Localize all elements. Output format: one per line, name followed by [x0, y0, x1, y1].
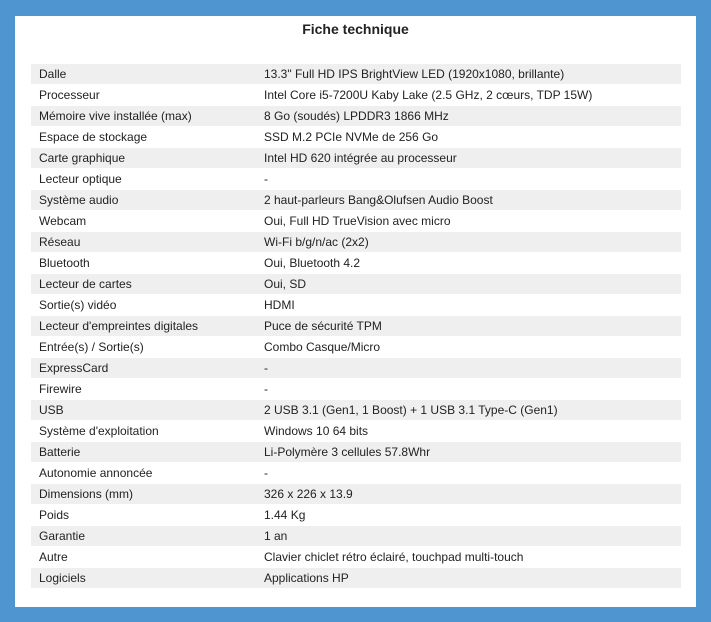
table-row [31, 274, 681, 295]
table-row [31, 85, 681, 106]
spec-value: - [256, 379, 681, 400]
spec-label: Espace de stockage [31, 127, 256, 148]
spec-value: Oui, SD [256, 274, 681, 295]
table-row [31, 526, 681, 547]
spec-value: HDMI [256, 295, 681, 316]
spec-label: Batterie [31, 442, 256, 463]
spec-label: Poids [31, 505, 256, 526]
table-row [31, 442, 681, 463]
table-row [31, 463, 681, 484]
spec-value: 13.3" Full HD IPS BrightView LED (1920x1080, brillante) [256, 64, 681, 85]
spec-value: Clavier chiclet rétro éclairé, touchpad multi-touch [256, 547, 681, 568]
spec-value: Oui, Bluetooth 4.2 [256, 253, 681, 274]
spec-table-body [31, 64, 681, 589]
spec-label: Dalle [31, 64, 256, 85]
table-row [31, 295, 681, 316]
spec-value: Windows 10 64 bits [256, 421, 681, 442]
spec-label: Système d'exploitation [31, 421, 256, 442]
table-row [31, 106, 681, 127]
spec-label: Système audio [31, 190, 256, 211]
table-row [31, 127, 681, 148]
spec-label: Logiciels [31, 568, 256, 589]
spec-label: Firewire [31, 379, 256, 400]
table-row [31, 484, 681, 505]
spec-value: 1.44 Kg [256, 505, 681, 526]
table-row [31, 400, 681, 421]
spec-table [31, 64, 681, 589]
page-title: Fiche technique [302, 21, 409, 37]
spec-label: Entrée(s) / Sortie(s) [31, 337, 256, 358]
spec-label: Sortie(s) vidéo [31, 295, 256, 316]
table-row [31, 568, 681, 589]
spec-label: Carte graphique [31, 148, 256, 169]
spec-value: 8 Go (soudés) LPDDR3 1866 MHz [256, 106, 681, 127]
spec-label: Lecteur optique [31, 169, 256, 190]
spec-value: 2 USB 3.1 (Gen1, 1 Boost) + 1 USB 3.1 Type-C (Gen1) [256, 400, 681, 421]
spec-value: Applications HP [256, 568, 681, 589]
spec-label: Garantie [31, 526, 256, 547]
table-row [31, 358, 681, 379]
spec-label: Webcam [31, 211, 256, 232]
table-row [31, 337, 681, 358]
table-row [31, 232, 681, 253]
spec-value: - [256, 463, 681, 484]
table-row [31, 421, 681, 442]
spec-value: Puce de sécurité TPM [256, 316, 681, 337]
table-row [31, 316, 681, 337]
spec-value: 1 an [256, 526, 681, 547]
spec-value: - [256, 169, 681, 190]
spec-value: Li-Polymère 3 cellules 57.8Whr [256, 442, 681, 463]
spec-label: Réseau [31, 232, 256, 253]
table-row [31, 547, 681, 568]
spec-label: Dimensions (mm) [31, 484, 256, 505]
spec-label: Lecteur d'empreintes digitales [31, 316, 256, 337]
spec-value: Wi-Fi b/g/n/ac (2x2) [256, 232, 681, 253]
spec-label: USB [31, 400, 256, 421]
table-row [31, 148, 681, 169]
spec-value: Oui, Full HD TrueVision avec micro [256, 211, 681, 232]
spec-label: Processeur [31, 85, 256, 106]
spec-label: Bluetooth [31, 253, 256, 274]
spec-label: Autonomie annoncée [31, 463, 256, 484]
spec-label: Lecteur de cartes [31, 274, 256, 295]
spec-value: Combo Casque/Micro [256, 337, 681, 358]
spec-value: 326 x 226 x 13.9 [256, 484, 681, 505]
spec-value: Intel Core i5-7200U Kaby Lake (2.5 GHz, 2 cœurs, TDP 15W) [256, 85, 681, 106]
spec-value: Intel HD 620 intégrée au processeur [256, 148, 681, 169]
spec-label: Autre [31, 547, 256, 568]
table-row [31, 64, 681, 85]
spec-label: ExpressCard [31, 358, 256, 379]
table-row [31, 505, 681, 526]
spec-card [15, 16, 696, 607]
spec-value: 2 haut-parleurs Bang&Olufsen Audio Boost [256, 190, 681, 211]
table-row [31, 379, 681, 400]
spec-value: SSD M.2 PCIe NVMe de 256 Go [256, 127, 681, 148]
table-row [31, 169, 681, 190]
spec-label: Mémoire vive installée (max) [31, 106, 256, 127]
table-row [31, 211, 681, 232]
spec-value: - [256, 358, 681, 379]
table-row [31, 253, 681, 274]
table-row [31, 190, 681, 211]
